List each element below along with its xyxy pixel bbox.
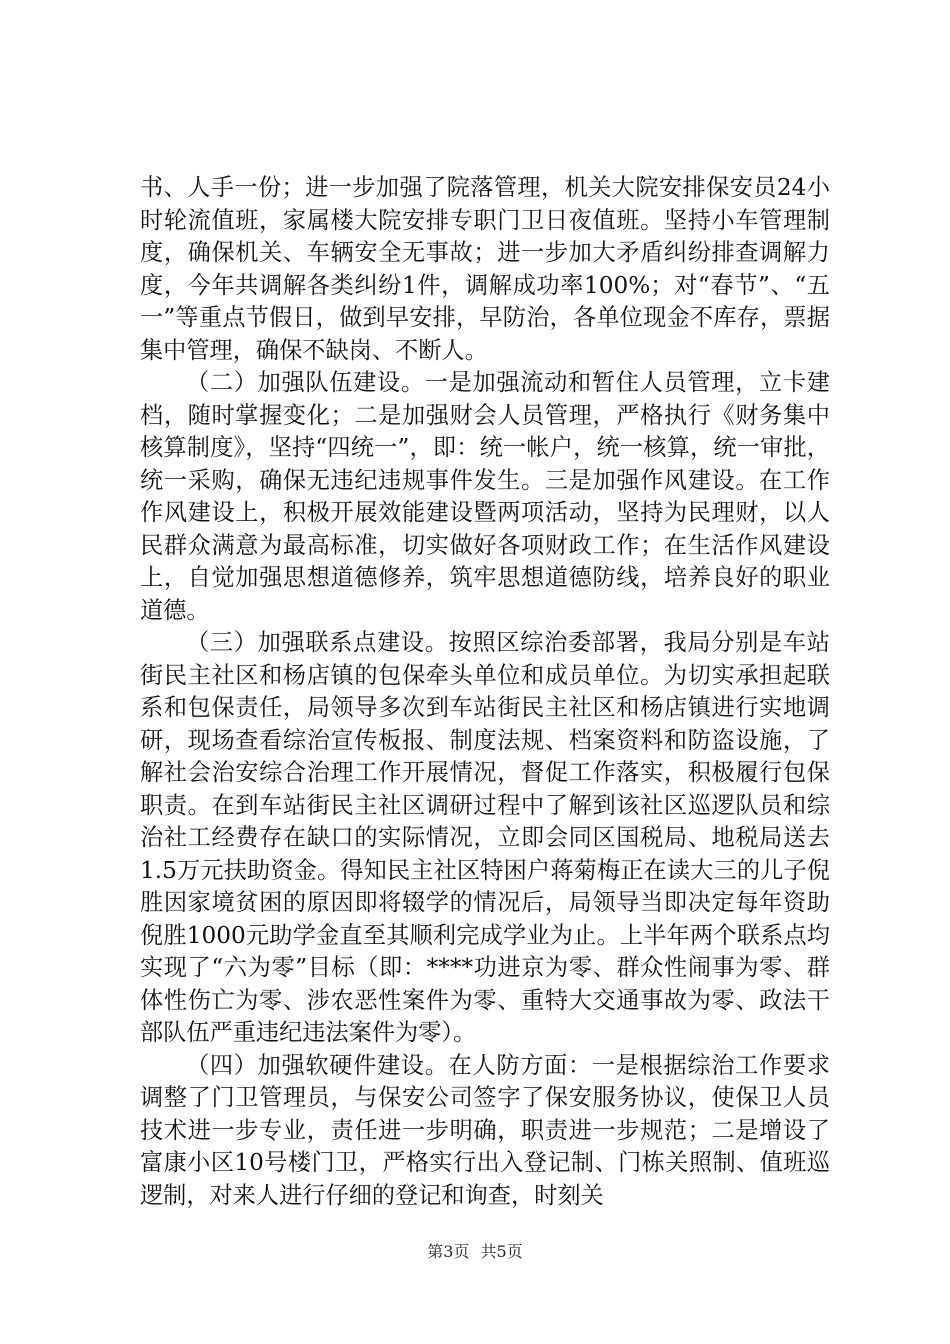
- page-number: 第3页: [427, 1242, 470, 1261]
- paragraph-software-hardware-building: （四）加强软硬件建设。在人防方面：一是根据综治工作要求调整了门卫管理员，与保安公司签字了保安服务协议，使保卫人员技术进一步专业，责任进一步明确，职责进一步规范；二是增设了富康小区10号楼门卫，严格实行出入登记制、门栋关照制、值班巡逻制，对来人进行仔细的登记和询查，时刻关: [140, 1051, 830, 1209]
- paragraph-contact-point-building: （三）加强联系点建设。按照区综治委部署，我局分别是车站街民主社区和杨店镇的包保牵头单位和成员单位。为切实承担起联系和包保责任，局领导多次到车站街民主社区和杨店镇进行实地调研，现场查看综治宣传板报、制度法规、档案资料和防盗设施，了解社会治安综合治理工作开展情况，督促工作落实，积极履行包保职责。在到车站街民主社区调研过程中了解到该社区巡逻队员和综治社工经费存在缺口的实际情况，立即会同区国税局、地税局送去1.5万元扶助资金。得知民主社区特困户蒋菊梅正在读大三的儿子倪胜因家境贫困的原因即将辍学的情况后，局领导当即决定每年资助倪胜1000元助学金直至其顺利完成学业为止。上半年两个联系点均实现了“六为零”目标（即：****功进京为零、群众性闹事为零、群体性伤亡为零、涉农恶性案件为零、重特大交通事故为零、政法干部队伍严重违纪违法案件为零）。: [140, 629, 830, 1046]
- paragraph-continuation: 书、人手一份；进一步加强了院落管理，机关大院安排保安员24小时轮流值班，家属楼大院安排专职门卫日夜值班。坚持小车管理制度，确保机关、车辆安全无事故；进一步加大矛盾纠纷排查调解力度，今年共调解各类纠纷1件，调解成功率100%；对“春节”、“五一”等重点节假日，做到早安排，早防治，各单位现金不库存，票据集中管理，确保不缺岗、不断人。: [140, 174, 830, 364]
- document-body: [140, 172, 830, 1212]
- paragraph-team-building: （二）加强队伍建设。一是加强流动和暂住人员管理，立卡建档，随时掌握变化；二是加强财会人员管理，严格执行《财务集中核算制度》，坚持“四统一”，即：统一帐户，统一核算，统一审批，统一采购，确保无违纪违规事件发生。三是加强作风建设。在工作作风建设上，积极开展效能建设暨两项活动，坚持为民理财，以人民群众满意为最高标准，切实做好各项财政工作；在生活作风建设上，自觉加强思想道德修养，筑牢思想道德防线，培养良好的职业道德。: [140, 369, 830, 624]
- page-total: 共5页: [480, 1242, 523, 1261]
- page-footer: [0, 1242, 950, 1262]
